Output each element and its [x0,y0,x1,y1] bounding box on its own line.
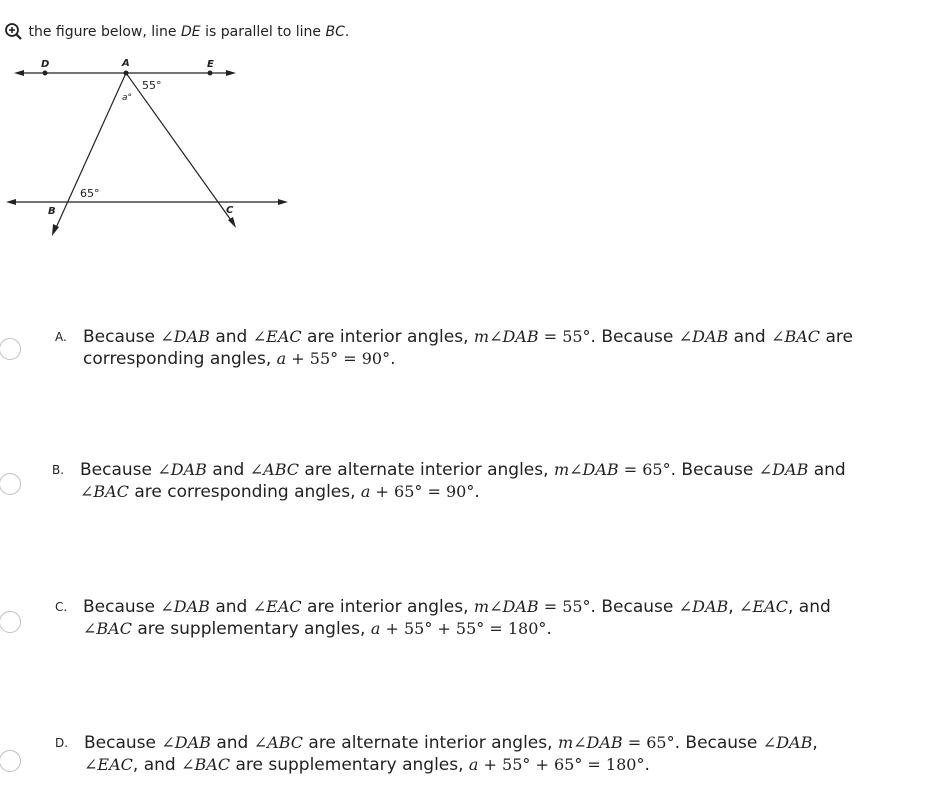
math-expression: ∠DAB [758,460,809,479]
option-line [83,596,863,618]
math-value: + 55° + 55° = 180° [380,619,547,638]
option-line [83,348,863,370]
question-text-part: is parallel to line [200,24,326,40]
arrow-de-right [226,70,236,76]
label-angle-55: 55° [142,79,162,92]
option-letter: D. [55,736,69,750]
option-text-run: and [209,597,253,617]
option-text-run: . [474,482,480,502]
label-c: C [226,205,234,216]
label-angle-65: 65° [80,187,100,200]
option-text-run: . [546,619,552,639]
arrow-de-left [14,70,24,76]
option-text-run: are alternate interior angles, [299,460,554,480]
geometry-figure [0,50,300,240]
option-text-run: . [644,755,650,775]
option-text-run: and [210,733,254,753]
math-expression: ∠DAB [161,733,211,752]
option-letter: C. [55,600,68,614]
math-expression: ∠ABC [253,733,303,752]
question-text-part: the figure below, line [24,24,181,40]
radio-option-a[interactable] [0,338,21,360]
math-expression: ∠DAB [678,597,729,616]
option-text-run: are supplementary angles, [131,619,371,639]
label-b: B [48,206,56,217]
option-letter: A. [55,330,67,344]
zoom-icon[interactable] [4,22,24,40]
math-expression: m∠DAB [473,597,539,616]
option-text-run: Because [83,327,161,347]
label-e: E [207,59,214,70]
math-expression: ∠EAC [252,597,302,616]
option-text-run: and [206,460,250,480]
math-expression: a [276,349,287,368]
line-ab [55,73,126,230]
line-bc-label: BC [325,24,345,40]
math-expression: m∠DAB [473,327,539,346]
math-expression: ∠ABC [249,460,299,479]
option-text-run: . Because [590,597,679,617]
radio-option-b[interactable] [0,473,21,495]
option-text-run: . Because [590,327,679,347]
math-value: = 55° [538,327,591,346]
math-expression: ∠DAB [157,460,207,479]
option-text-run: , and [132,755,182,775]
math-expression: a [370,619,381,638]
math-expression: ∠EAC [84,755,133,774]
option-text-run: are [820,327,853,347]
option-text-run: . [390,349,396,369]
point-e [208,71,213,76]
arrow-bc-right [278,199,288,205]
option-text [84,732,864,776]
option-letter: B. [52,463,65,477]
option-text-run: , [728,597,740,617]
arrow-bc-left [6,199,16,205]
radio-option-d[interactable] [0,750,21,772]
option-text-run: are interior angles, [301,597,474,617]
option-text-run: are corresponding angles, [128,482,361,502]
option-line [80,459,860,481]
option-text-run: . Because [670,460,759,480]
arrow-ab [52,224,59,236]
option-text-run: , and [787,597,831,617]
option-line [80,481,860,503]
math-expression: ∠DAB [762,733,813,752]
math-value: = 55° [538,597,591,616]
option-text-run: are interior angles, [301,327,474,347]
math-expression: ∠BAC [771,327,821,346]
option-text-run: , [812,733,818,753]
line-de-label: DE [181,24,201,40]
option-text [83,596,863,640]
math-expression: m∠DAB [553,460,619,479]
math-value: + 55° = 90° [286,349,391,368]
math-expression: m∠DAB [557,733,623,752]
label-a: A [122,58,130,69]
option-text-run: . Because [674,733,763,753]
math-expression: ∠DAB [160,327,210,346]
option-text-run: and [808,460,846,480]
option-text-run: are supplementary angles, [230,755,469,775]
math-expression: a [468,755,479,774]
option-text-run: Because [80,460,158,480]
math-value: = 65° [618,460,671,479]
math-expression: a [360,482,371,501]
point-d [43,71,48,76]
math-expression: ∠BAC [181,755,231,774]
math-value: = 65° [622,733,675,752]
question-prompt [4,22,349,42]
option-text-run: Because [83,597,161,617]
question-text-part: . [344,24,350,40]
option-text-run: corresponding angles, [83,349,277,369]
label-d: D [41,59,50,70]
math-expression: ∠BAC [83,619,132,638]
option-line [84,754,864,776]
question-text [24,24,349,40]
option-text-run: and [209,327,253,347]
math-expression: ∠EAC [739,597,788,616]
radio-option-c[interactable] [0,611,21,633]
option-text [80,459,860,503]
math-value: + 65° = 90° [370,482,475,501]
math-expression: ∠EAC [252,327,302,346]
option-text-run: and [728,327,772,347]
label-angle-a: a° [122,93,133,103]
math-expression: ∠BAC [80,482,129,501]
math-expression: ∠DAB [160,597,210,616]
option-text-run: are alternate interior angles, [303,733,558,753]
option-line [83,326,863,348]
option-text-run: Because [84,733,162,753]
line-ac [126,73,233,223]
math-expression: ∠DAB [678,327,729,346]
option-text [83,326,863,370]
math-value: + 55° + 65° = 180° [478,755,645,774]
option-line [84,732,864,754]
option-line [83,618,863,640]
